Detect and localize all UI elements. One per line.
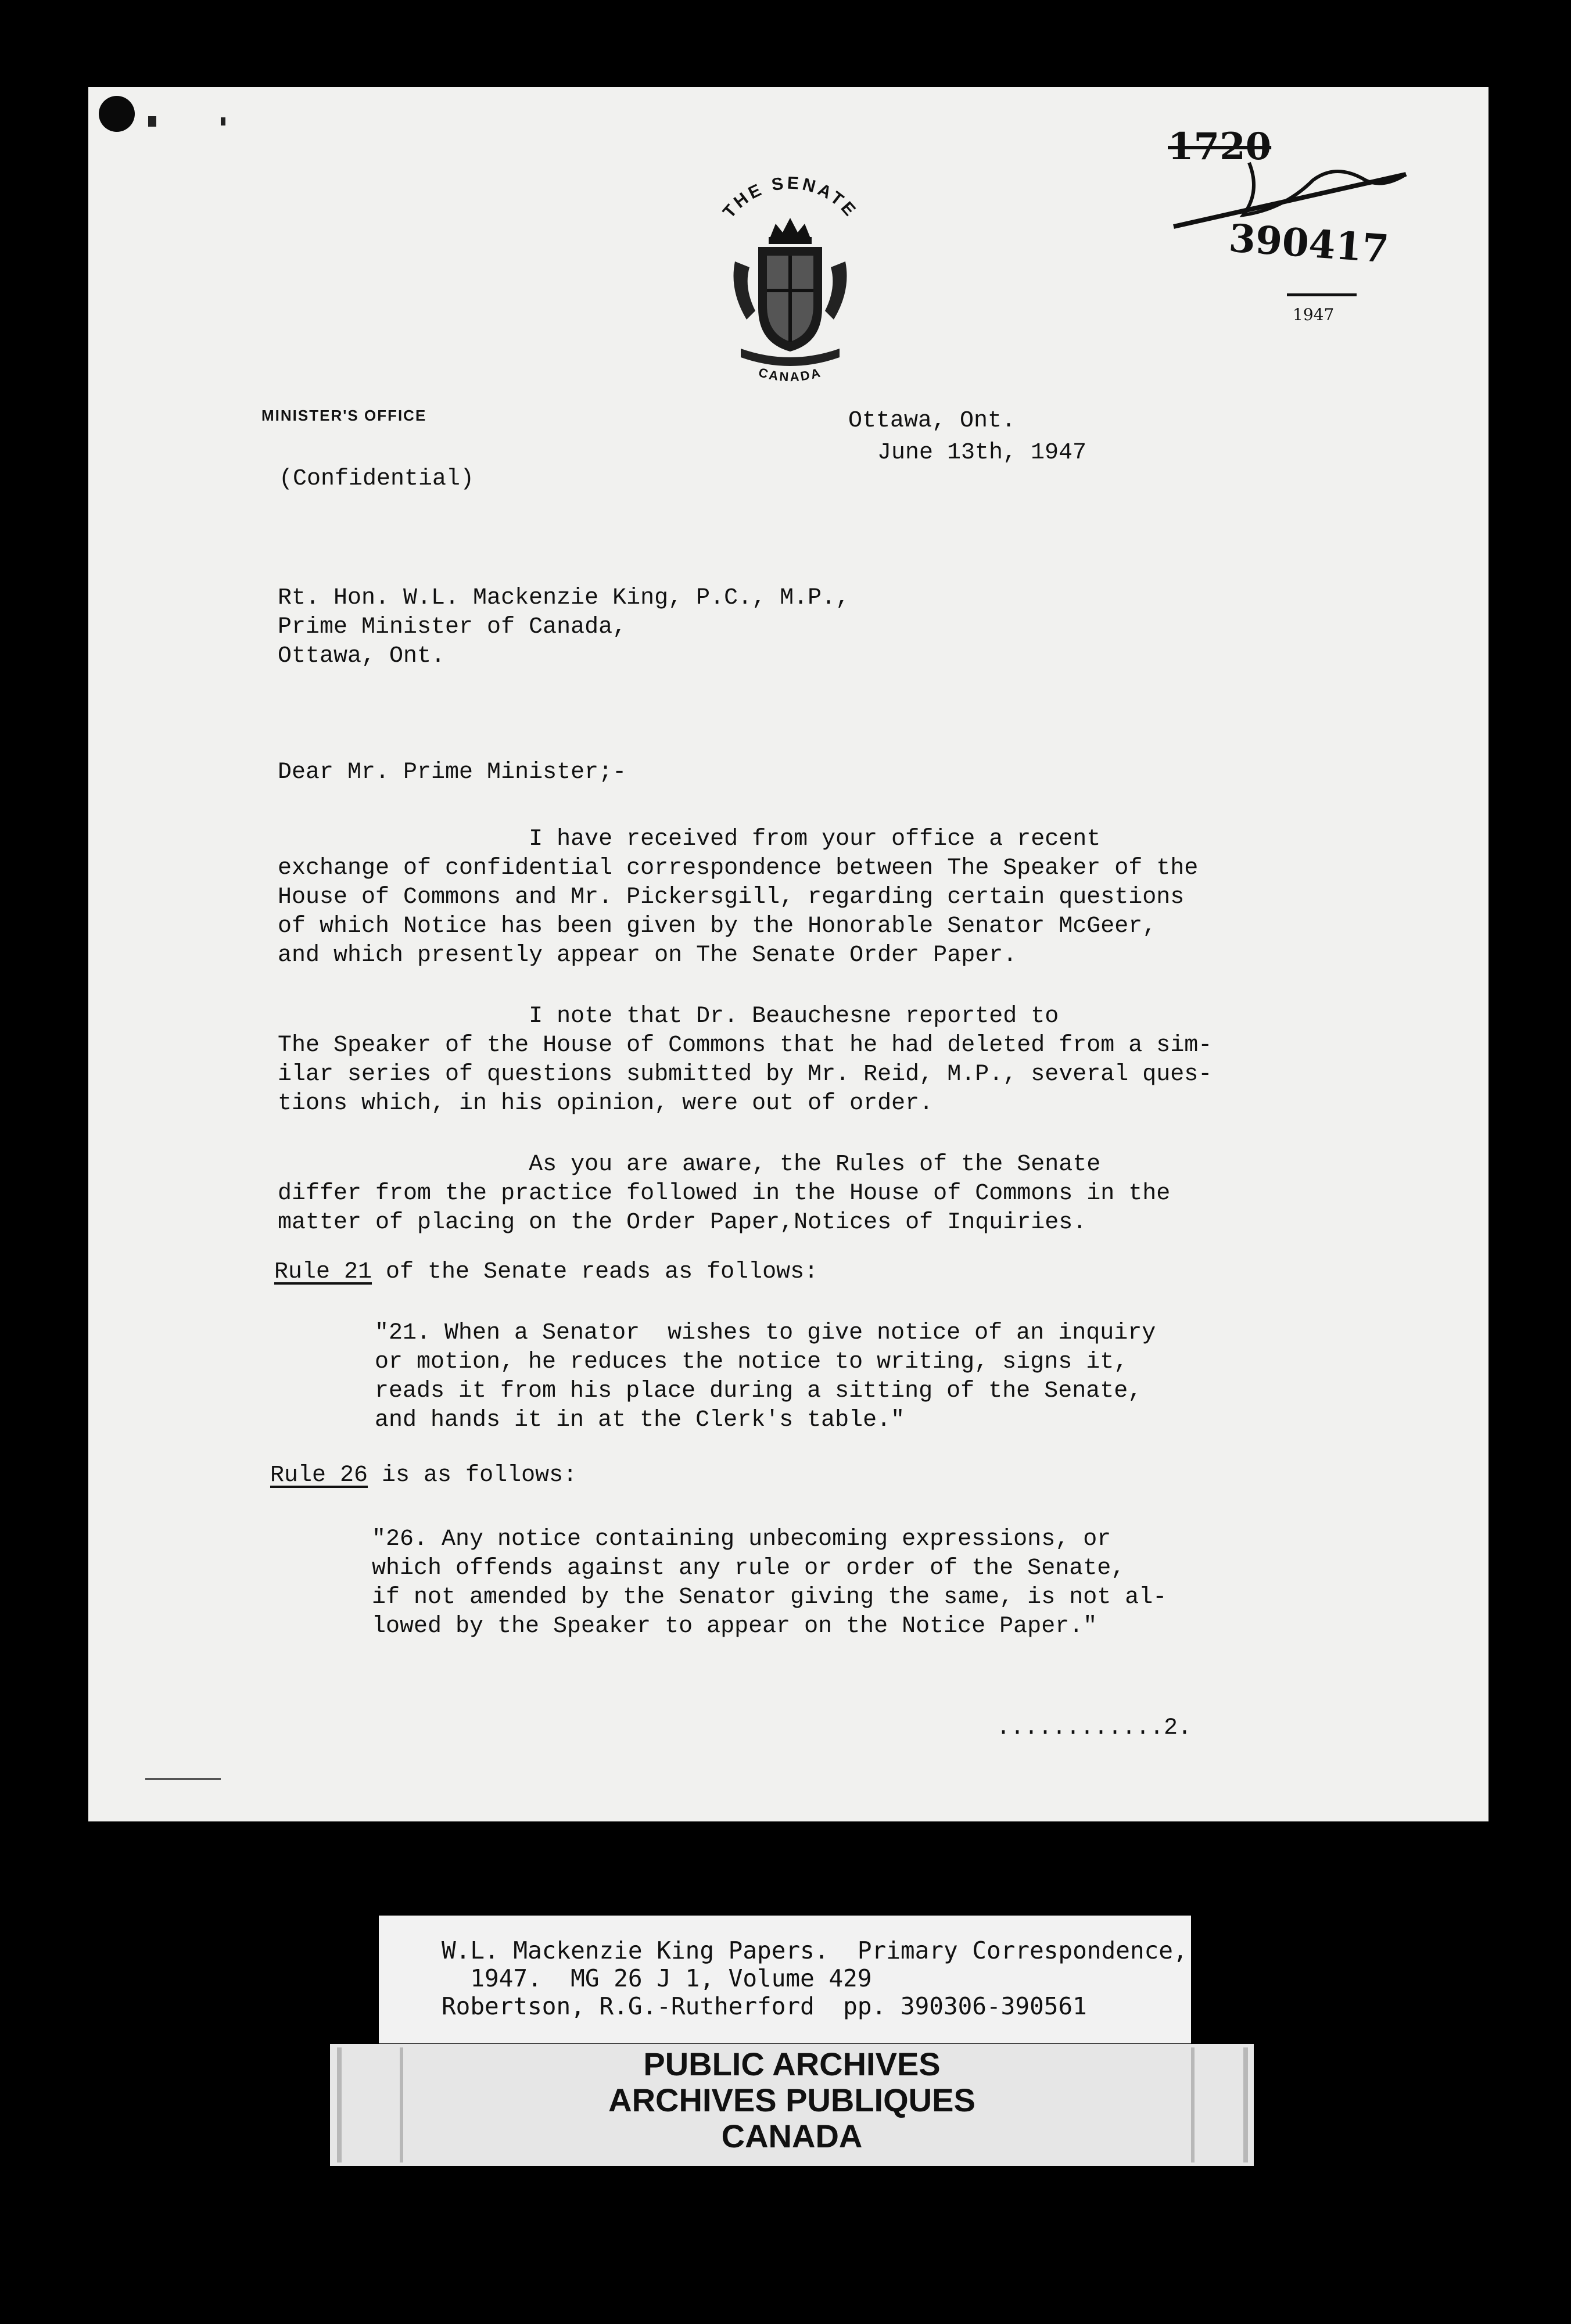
salutation: Dear Mr. Prime Minister;- [278, 759, 627, 786]
punch-hole [99, 96, 135, 132]
rule-21-intro: of the Senate reads as follows: [372, 1259, 819, 1285]
archive-line: Robertson, R.G.-Rutherford pp. 390306-390561 [442, 1992, 1087, 2020]
place: Ottawa, Ont. [848, 408, 1016, 434]
rule-26-label: Rule 26 [270, 1462, 368, 1489]
file-year: 1947 [1293, 305, 1335, 324]
archive-line: W.L. Mackenzie King Papers. Primary Correspondence, [442, 1936, 1188, 1964]
stamp-line: ARCHIVES PUBLIQUES [608, 2082, 975, 2118]
paragraph: I note that Dr. Beauchesne reported to The Speaker of the House of Commons that he had deleted from a sim- ilar series of questions submitted by Mr. Reid, M.P., several ques- tions which, in his opinion, were out of order. [278, 1003, 1213, 1117]
addressee-line: Ottawa, Ont. [278, 643, 446, 669]
rule-21-quote: "21. When a Senator wishes to give notice of an inquiry or motion, he reduces the notice to writing, signs it, reads it from his place during a sitting of the Senate, and hands it in at the Clerk's table." [375, 1320, 1156, 1433]
rule-26-heading [270, 1461, 577, 1490]
svg-text:THE SENATE [719, 174, 861, 222]
file-number: 390417 [1227, 215, 1390, 272]
rule-26-quote: "26. Any notice containing unbecoming expressions, or which offends against any rule or order of the Senate, if not amended by the Senator giving the same, is not al- lowed by the Speaker to appear on the Notice Paper." [372, 1526, 1167, 1640]
continuation-marker: ............2. [996, 1715, 1192, 1741]
archive-line: 1947. MG 26 J 1, Volume 429 [442, 1964, 872, 1992]
addressee-line: Rt. Hon. W.L. Mackenzie King, P.C., M.P., [278, 585, 850, 611]
struck-file-number: 1720 [1168, 125, 1272, 168]
archive-stamp-text [330, 2046, 1254, 2154]
ink-speck [145, 1778, 221, 1780]
rule-21-heading [274, 1258, 818, 1287]
stamp-line: PUBLIC ARCHIVES [643, 2046, 941, 2082]
addressee-line: Prime Minister of Canada, [278, 614, 627, 640]
senate-seal-icon [694, 174, 886, 395]
rule-21-label: Rule 21 [274, 1259, 372, 1285]
stamp-line: CANADA [721, 2118, 863, 2154]
ink-speck [221, 117, 225, 125]
ink-speck [148, 116, 156, 127]
paragraph: I have received from your office a recent exchange of confidential correspondence between The Speaker of the House of Commons and Mr. Pickersgill, regarding certain questions of which Notice has been given by the Honorable Senator McGeer, and which presently appear on The Senate Order Paper. [278, 826, 1199, 969]
rule-26-intro: is as follows: [368, 1462, 578, 1489]
letter-date: June 13th, 1947 [877, 440, 1087, 466]
classification: (Confidential) [279, 466, 475, 492]
file-number-underline [1287, 293, 1357, 296]
archive-reference-text [442, 1936, 1188, 2020]
svg-text:CANADA [757, 365, 823, 384]
seal-bottom-text: CANADA [756, 365, 824, 385]
office-heading: MINISTER'S OFFICE [261, 407, 427, 424]
paragraph: As you are aware, the Rules of the Senate differ from the practice followed in the House of Commons in the matter of placing on the Order Paper,Notices of Inquiries. [278, 1152, 1171, 1236]
seal-top-text: THE SENATE [719, 174, 861, 222]
